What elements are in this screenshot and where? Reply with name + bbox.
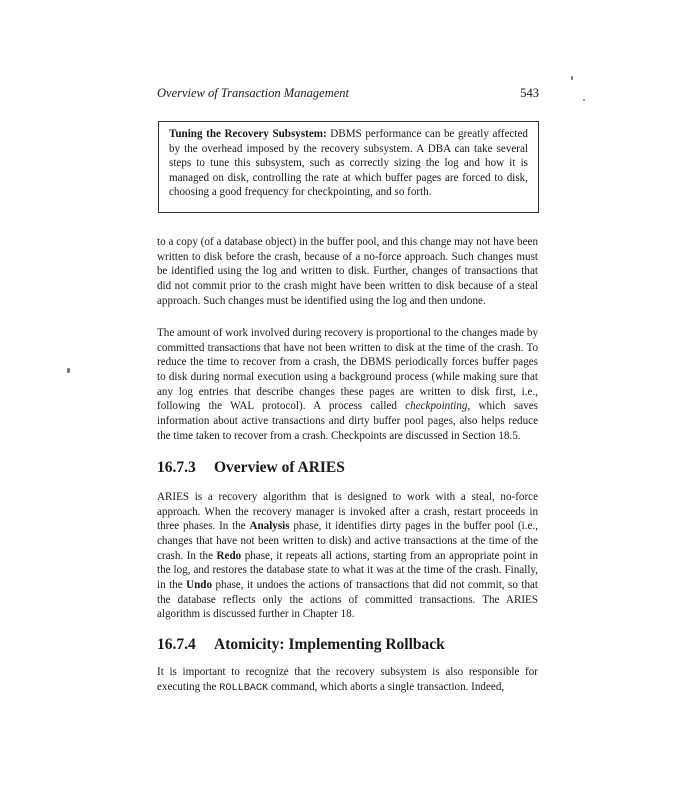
rollback-text-1: It is important to recognize that the recovery subsystem is also responsible for executing the [157,666,538,693]
aries-text-4: phase, it undoes the actions of transactions that did not commit, so that the database reflects only the actions of committed transactions. The ARIES algorithm is discussed further in Chapter 18. [157,578,538,621]
paragraph-buffer-copy: to a copy (of a database object) in the buffer pool, and this change may not have been written to disk before the crash, because of a no-force approach. Such changes must be identified using the log and written to disk. Further, changes of transactions that did not commit prior to the crash might have been written to disk because of a steal approach. Such changes must be identified using the log and then undone. [157,236,538,307]
section-number: 16.7.3 [157,459,196,476]
section-number: 16.7.4 [157,636,196,653]
tuning-sidebar-box [158,121,539,213]
paragraph-recovery-work [157,326,538,443]
running-title: Overview of Transaction Management [157,86,349,100]
running-head [157,86,539,101]
scan-speck [571,76,573,80]
rollback-text-2: command, which aborts a single transaction. Indeed, [268,680,505,693]
command-rollback: ROLLBACK [219,682,269,694]
scan-speck [583,99,585,101]
section-title: Overview of ARIES [214,459,345,476]
tuning-box-lead: Tuning the Recovery Subsystem: [169,128,327,140]
section-heading-aries [157,459,539,477]
aries-text-3: phase, it repeats all actions, starting from an appropriate point in the log, and restores the database state to what it was at the time of the crash. Finally, in the [157,549,538,591]
page-number: 543 [520,86,539,100]
section-title: Atomicity: Implementing Rollback [214,636,445,653]
paragraph-aries [157,490,538,622]
aries-text-2: phase, it identifies dirty pages in the buffer pool (i.e., changes that have not been written to disk) and active transactions at the time of the crash. In the [157,520,538,562]
term-checkpointing: checkpointing, [405,400,471,413]
paragraph-recovery-work-part1: The amount of work involved during recovery is proportional to the changes made by committed transactions that have not been written to disk at the time of the crash. To reduce the time to recover from a crash, the DBMS periodically forces buffer pages to disk during normal execution using a background process (while making sure that any log entries that describe changes these pages are written to disk first, i.e., following the WAL protocol). A process called [157,327,538,413]
tuning-box-text: DBMS performance can be greatly affected by the overhead imposed by the recovery subsystem. A DBA can take several steps to tune this subsystem, such as correctly sizing the log and how it is managed on disk, controlling the rate at which buffer pages are forced to disk, choosing a good frequency for checkpointing, and so forth. [169,128,528,199]
section-heading-atomicity [157,636,539,654]
scan-speck [67,368,70,373]
paragraph-rollback [157,665,538,696]
term-analysis: Analysis [249,520,290,533]
term-undo: Undo [186,578,213,591]
paragraph-recovery-work-part2: which saves information about active transactions and dirty buffer pool pages, also helps reduce the time taken to recover from a crash. Checkpoints are discussed in Section 18.5. [157,400,538,442]
term-redo: Redo [216,549,242,562]
aries-text-1: ARIES is a recovery algorithm that is designed to work with a steal, no-force approach. When the recovery manager is invoked after a crash, restart proceeds in three phases. In the [157,491,538,533]
